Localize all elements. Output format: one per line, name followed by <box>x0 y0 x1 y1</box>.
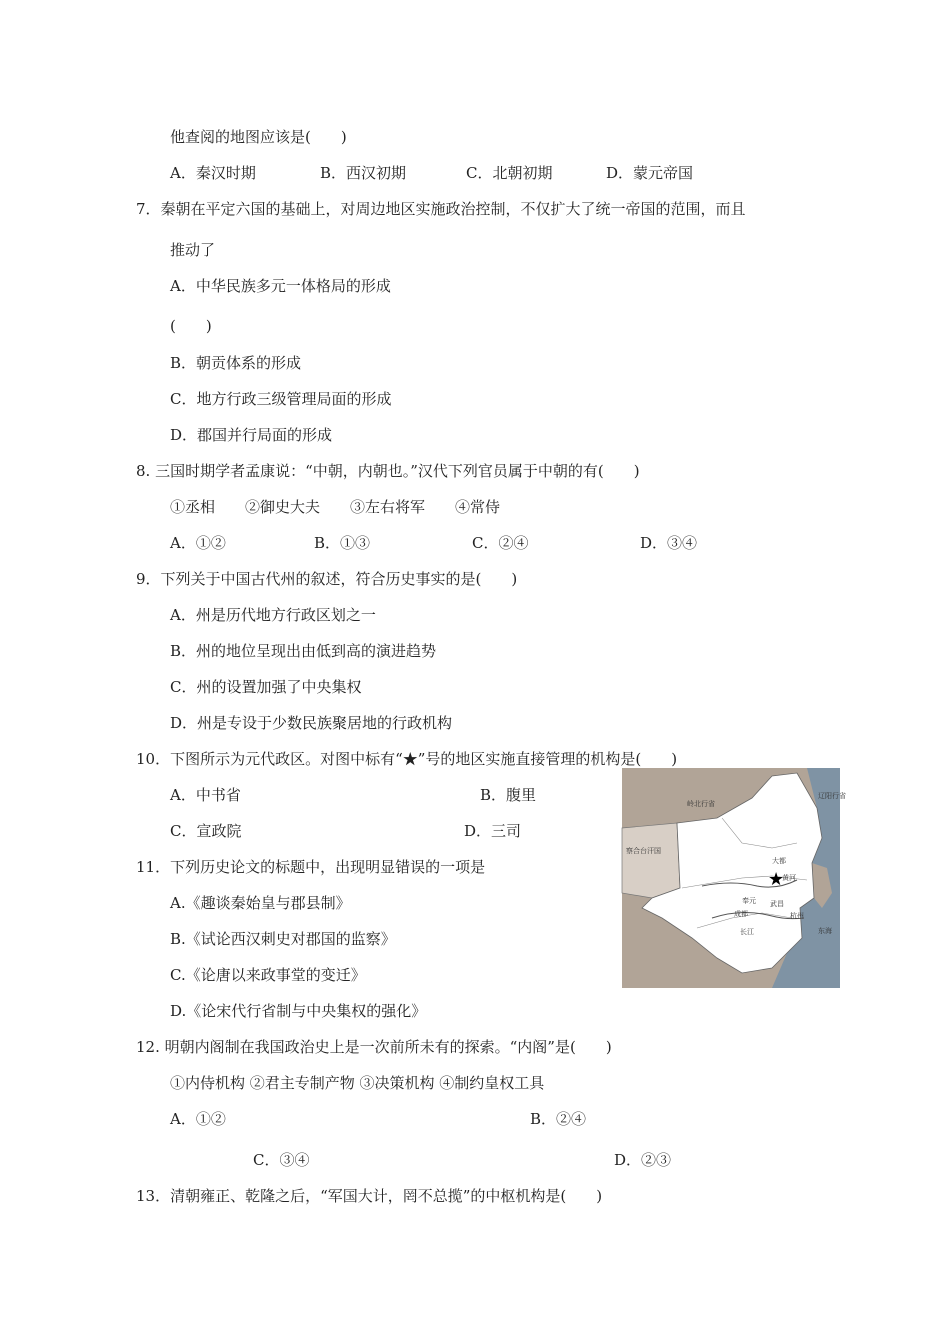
q8-items: ①丞相 ②御史大夫 ③左右将军 ④常侍 <box>170 498 501 516</box>
q13-stem: 13．清朝雍正、乾隆之后，“军国大计，罔不总揽”的中枢机构是( ) <box>136 1187 603 1205</box>
q10-option-b: B．腹里 <box>480 786 537 804</box>
q11-option-b: B.《试论西汉刺史对郡国的监察》 <box>170 930 396 948</box>
map-label-wuchang: 武昌 <box>770 900 784 908</box>
map-label-lingbei: 岭北行省 <box>687 800 715 808</box>
q8-option-b: B．①③ <box>314 534 371 552</box>
q12-items: ①内侍机构 ②君主专制产物 ③决策机构 ④制约皇权工具 <box>170 1074 545 1092</box>
map-label-chagatai: 察合台汗国 <box>626 847 661 855</box>
q12-option-b: B．②④ <box>530 1110 587 1128</box>
q10-option-a: A．中书省 <box>170 786 241 804</box>
map-label-hangzhou: 杭州 <box>790 912 804 920</box>
q7-stem-line2: 推动了 <box>170 241 216 259</box>
q12-stem: 12. 明朝内阁制在我国政治史上是一次前所未有的探索。“内阁”是( ) <box>136 1038 612 1056</box>
q6-option-d: D．蒙元帝国 <box>606 164 694 182</box>
q9-option-b: B．州的地位呈现出由低到高的演进趋势 <box>170 642 437 660</box>
q10-stem: 10．下图所示为元代政区。对图中标有“★”号的地区实施直接管理的机构是( ) <box>136 750 678 768</box>
q8-option-c: C．②④ <box>472 534 529 552</box>
q8-option-a: A．①② <box>170 534 226 552</box>
q12-option-d: D．②③ <box>614 1151 672 1169</box>
q11-option-a: A.《趣谈秦始皇与郡县制》 <box>170 894 351 912</box>
q7-stem-line1: 7．秦朝在平定六国的基础上，对周边地区实施政治控制，不仅扩大了统一帝国的范围，而且 <box>136 200 746 218</box>
map-label-liaoyang: 辽阳行省 <box>818 792 846 800</box>
q7-option-d: D．郡国并行局面的形成 <box>170 426 333 444</box>
q9-option-a: A．州是历代地方行政区划之一 <box>170 606 376 624</box>
q10-option-c: C．宣政院 <box>170 822 242 840</box>
q9-stem: 9．下列关于中国古代州的叙述，符合历史事实的是( ) <box>136 570 518 588</box>
q6-option-b: B．西汉初期 <box>320 164 407 182</box>
q11-stem: 11．下列历史论文的标题中，出现明显错误的一项是 <box>136 858 486 876</box>
map-chagatai-region <box>622 823 680 898</box>
q6-option-c: C．北朝初期 <box>466 164 553 182</box>
q6-option-a: A．秦汉时期 <box>170 164 256 182</box>
map-label-changjiang: 长江 <box>740 928 754 936</box>
q11-option-d: D.《论宋代行省制与中央集权的强化》 <box>170 1002 427 1020</box>
q7-option-c: C．地方行政三级管理局面的形成 <box>170 390 392 408</box>
q12-option-c: C．③④ <box>253 1151 310 1169</box>
q9-option-d: D．州是专设于少数民族聚居地的行政机构 <box>170 714 453 732</box>
map-label-dadu: 大都 <box>772 857 786 865</box>
map-label-fengyuan: 奉元 <box>742 897 756 905</box>
map-label-huanghe: 黄河 <box>782 874 796 882</box>
map-star-marker: ★ <box>768 869 785 890</box>
q7-option-b: B．朝贡体系的形成 <box>170 354 302 372</box>
q7-option-a: A．中华民族多元一体格局的形成 <box>170 277 391 295</box>
q9-option-c: C．州的设置加强了中央集权 <box>170 678 362 696</box>
q7-answer-paren: ( ) <box>170 317 212 335</box>
q6-stem-continuation: 他查阅的地图应该是( ) <box>170 128 347 146</box>
q8-stem: 8. 三国时期学者孟康说：“中朝，内朝也。”汉代下列官员属于中朝的有( ) <box>136 462 640 480</box>
yuan-dynasty-map <box>622 768 846 988</box>
map-svg <box>622 768 846 988</box>
q10-option-d: D．三司 <box>464 822 522 840</box>
q11-option-c: C.《论唐以来政事堂的变迁》 <box>170 966 366 984</box>
q8-option-d: D．③④ <box>640 534 698 552</box>
map-label-chengdu: 成都 <box>734 910 748 918</box>
q12-option-a: A．①② <box>170 1110 226 1128</box>
map-label-donghai: 东海 <box>818 927 832 935</box>
